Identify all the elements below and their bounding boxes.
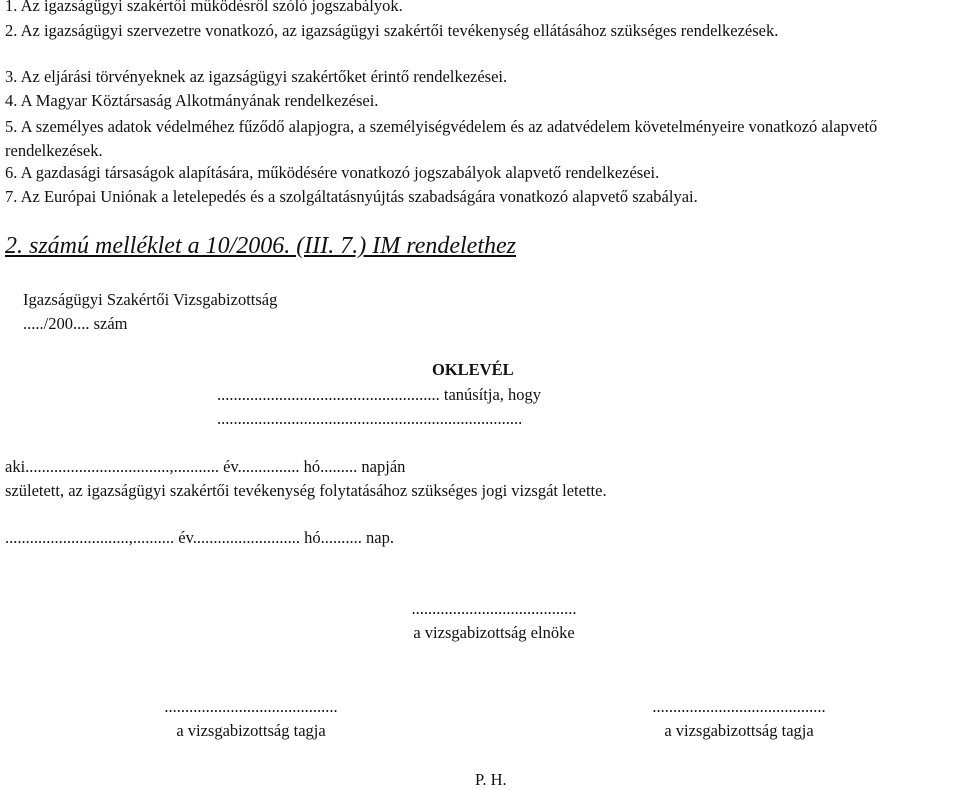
member1-signature-label: a vizsgabizottság tagja (176, 721, 326, 740)
issue-date-line: ..............................,.......... év.......................... hó.......... nap. (5, 528, 394, 547)
certificate-number: ...../200.... szám (23, 314, 128, 333)
member2-signature-label: a vizsgabizottság tagja (664, 721, 814, 740)
certificate-title: OKLEVÉL (432, 360, 514, 379)
member1-signature-line: .......................................... (164, 697, 338, 716)
birth-date-line: aki...................................,........... év............... hó......... napján (5, 457, 406, 476)
list-item-4: 4. A Magyar Köztársaság Alkotmányának rendelkezései. (5, 91, 379, 110)
chair-signature-label: a vizsgabizottság elnöke (413, 623, 575, 642)
list-item-5: 5. A személyes adatok védelméhez fűződő alapjogra, a személyiségvédelem és az adatvédelem követelményeire vonatkozó alapvető rendelkezések. (5, 117, 878, 160)
list-item-2: 2. Az igazságügyi szervezetre vonatkozó, az igazságügyi szakértői tevékenység ellátásához szükséges rendelkezések. (5, 21, 779, 40)
annex-heading: 2. számú melléklet a 10/2006. (III. 7.) IM rendelethez (5, 233, 516, 259)
committee-name: Igazságügyi Szakértői Vizsgabizottság (23, 290, 278, 309)
recipient-blank-line: .......................................................................... (217, 409, 523, 428)
list-item-6: 6. A gazdasági társaságok alapítására, működésére vonatkozó jogszabályok alapvető rendelkezései. (5, 163, 660, 182)
list-item-7: 7. Az Európai Uniónak a letelepedés és a szolgáltatásnyújtás szabadságára vonatkozó alapvető szabályai. (5, 187, 698, 206)
exam-passed-line: született, az igazságügyi szakértői tevékenység folytatásához szükséges jogi vizsgát letette. (5, 481, 607, 500)
certifies-line: ...................................................... tanúsítja, hogy (217, 385, 542, 404)
member2-signature-line: .......................................... (652, 697, 826, 716)
stamp-placeholder: P. H. (475, 770, 507, 789)
list-item-3: 3. Az eljárási törvényeknek az igazságügyi szakértőket érintő rendelkezései. (5, 67, 508, 86)
list-item-1: 1. Az igazságügyi szakértői működésről szóló jogszabályok. (5, 0, 403, 15)
chair-signature-line: ........................................ (411, 599, 577, 618)
